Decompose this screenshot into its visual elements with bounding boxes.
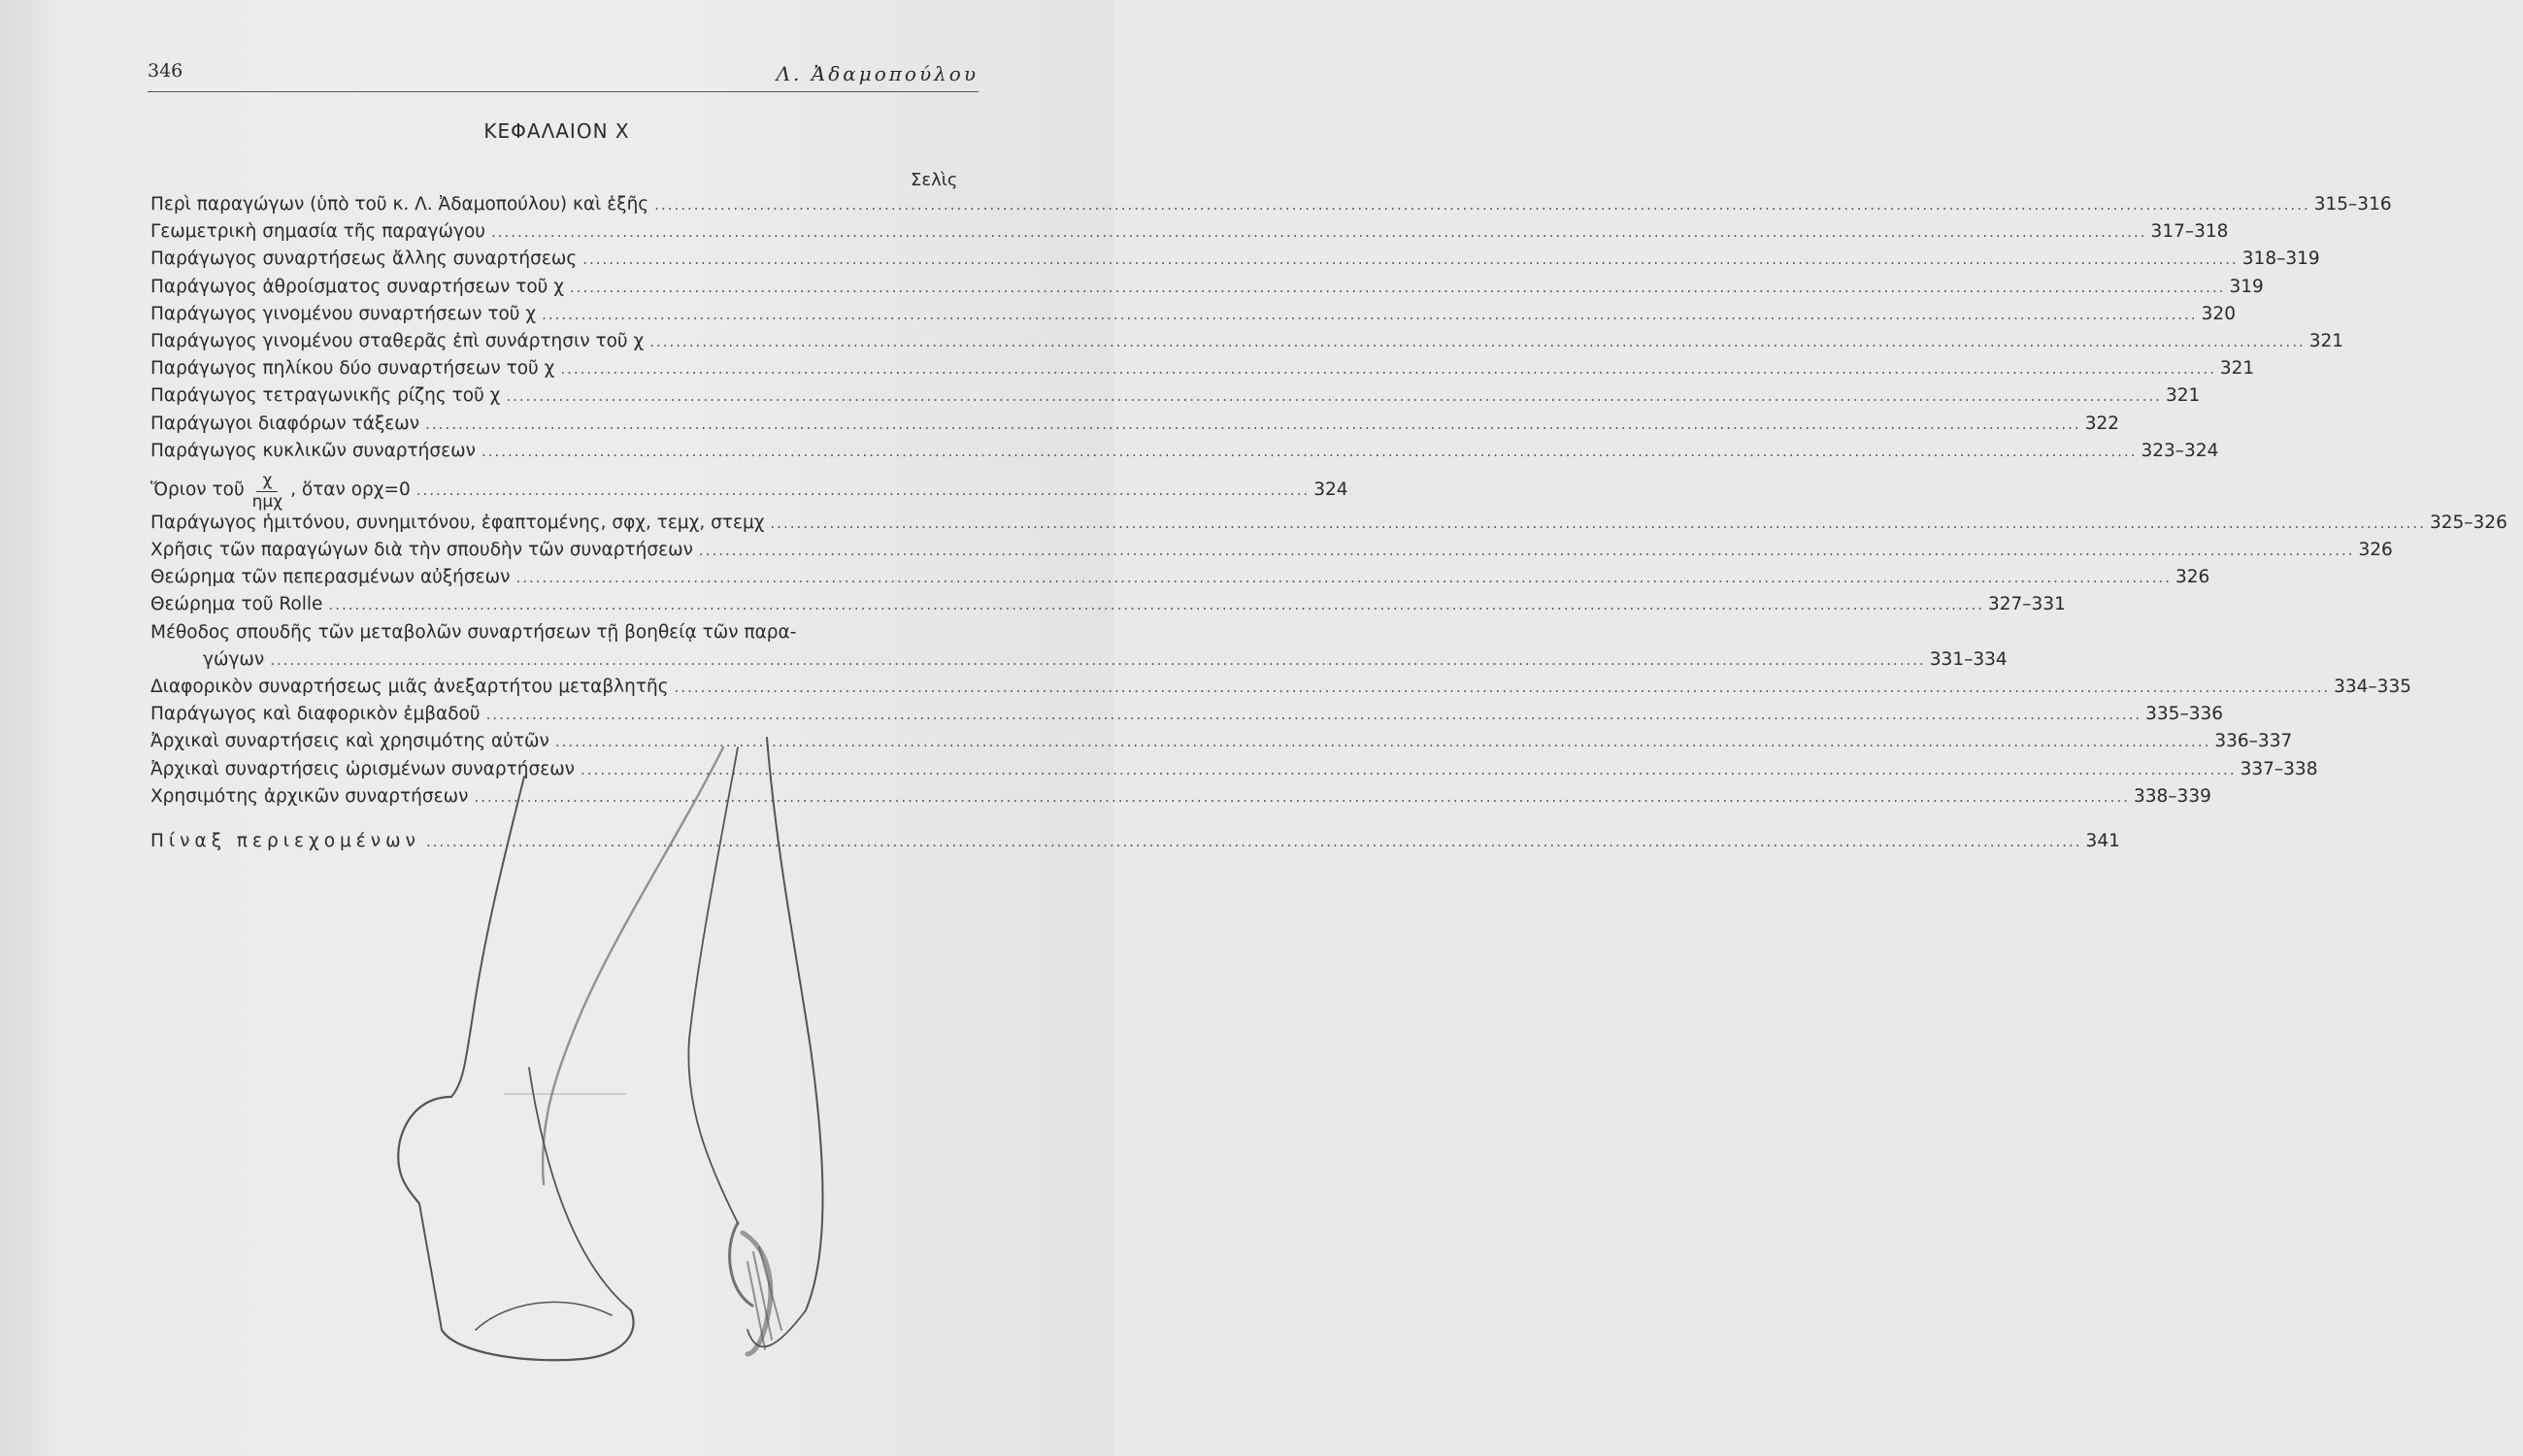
toc-title: Χρησιμότης ἀρχικῶν συναρτήσεων xyxy=(150,785,469,807)
toc-title: Παράγωγος γινομένου συναρτήσεων τοῦ χ xyxy=(150,303,537,324)
toc-pages: 317–318 xyxy=(2150,221,2229,243)
toc-title: Πίναξ περιεχομένων xyxy=(150,830,420,851)
toc-title: Ἀρχικαὶ συναρτήσεις καὶ χρησιμότης αὐτῶν xyxy=(150,731,549,752)
toc-title: Παράγωγος ἀθροίσματος συναρτήσεων τοῦ χ xyxy=(150,276,564,297)
toc-pages: 322 xyxy=(2084,413,2119,434)
toc-title: Χρῆσις τῶν παραγώγων διὰ τὴν σπουδὴν τῶν συναρτήσεων xyxy=(150,540,693,561)
toc-pages: 318–319 xyxy=(2241,248,2320,270)
toc-title: Παράγωγος συναρτήσεως ἄλλης συναρτήσεως xyxy=(150,248,578,270)
toc-pages: 321 xyxy=(2165,385,2201,407)
toc-title: Ἀρχικαὶ συναρτήσεις ὡρισμένων συναρτήσεων xyxy=(150,758,576,779)
toc-pages: 321 xyxy=(2308,330,2344,351)
pages-column-label: Σελὶς xyxy=(911,170,958,190)
toc-pages: 335–336 xyxy=(2145,704,2224,725)
toc-pages: 323–324 xyxy=(2141,440,2219,461)
toc-pages: 320 xyxy=(2201,303,2236,324)
toc-title: Παράγωγος κυκλικῶν συναρτήσεων xyxy=(150,440,476,461)
chapter-title: ΚΕΦΑΛΑΙΟΝ Χ xyxy=(483,119,630,143)
fraction-denominator: ημχ xyxy=(251,492,283,513)
toc-pages: 337–338 xyxy=(2240,758,2318,779)
toc-pages: 334–335 xyxy=(2334,677,2411,697)
toc-title: Παράγωγος καὶ διαφορικὸν ἐμβαδοῦ xyxy=(150,704,481,725)
toc-title: Θεώρημα τῶν πεπερασμένων αὐξήσεων xyxy=(150,567,511,588)
toc-pages: 315–316 xyxy=(2313,194,2392,215)
toc-title: Παράγωγος τετραγωνικῆς ρίζης τοῦ χ xyxy=(150,385,501,407)
toc-pages: 326 xyxy=(2358,540,2393,561)
toc-entry-line1: Μέθοδος σπουδῆς τῶν μεταβολῶν συναρτήσεων τῇ βοηθείᾳ τῶν παρα- xyxy=(150,621,797,643)
pencil-sketch-legs xyxy=(0,0,1113,1456)
toc-pages: 336–337 xyxy=(2214,731,2293,752)
toc-title: Γεωμετρικὴ σημασία τῆς παραγώγου xyxy=(150,221,485,243)
toc-title: Θεώρημα τοῦ Rolle xyxy=(150,594,323,615)
toc-pages: 319 xyxy=(2229,276,2264,297)
limit-prefix: Ὅριον τοῦ xyxy=(150,480,245,501)
limit-suffix: , ὅταν ορχ=0 xyxy=(290,480,411,501)
page-number: 346 xyxy=(148,60,183,82)
toc-pages: 338–339 xyxy=(2134,785,2211,807)
toc-pages: 331–334 xyxy=(1929,648,2008,670)
toc-pages: 327–331 xyxy=(1987,594,2066,615)
toc-pages: 324 xyxy=(1313,480,1348,501)
toc-title: Διαφορικὸν συναρτήσεως μιᾶς ἀνεξαρτήτου μεταβλητῆς xyxy=(150,677,669,697)
toc-pages: 341 xyxy=(2085,830,2120,851)
fraction-numerator: χ xyxy=(256,473,278,492)
toc-pages: 321 xyxy=(2219,358,2255,380)
toc-title: Περὶ παραγώγων (ὑπὸ τοῦ κ. Λ. Ἀδαμοπούλου) καὶ ἑξῆς xyxy=(150,194,649,215)
toc-title: Παράγωγος γινομένου σταθερᾶς ἐπὶ συνάρτησιν τοῦ χ xyxy=(150,330,645,351)
toc-title: γώγων xyxy=(203,648,265,670)
running-head: Λ. Ἀδαμοπούλου xyxy=(776,62,979,85)
leader-dots: ........................................................................................................................................ xyxy=(415,480,1311,499)
toc-title: Παράγωγοι διαφόρων τάξεων xyxy=(150,413,420,434)
toc-pages: 326 xyxy=(2175,567,2210,588)
toc-pages: 325–326 xyxy=(2429,512,2507,533)
toc-title: Παράγωγος ἡμιτόνου, συνημιτόνου, ἐφαπτομένης, σφχ, τεμχ, στεμχ xyxy=(150,512,765,533)
toc-title: Παράγωγος πηλίκου δύο συναρτήσεων τοῦ χ xyxy=(150,358,555,380)
